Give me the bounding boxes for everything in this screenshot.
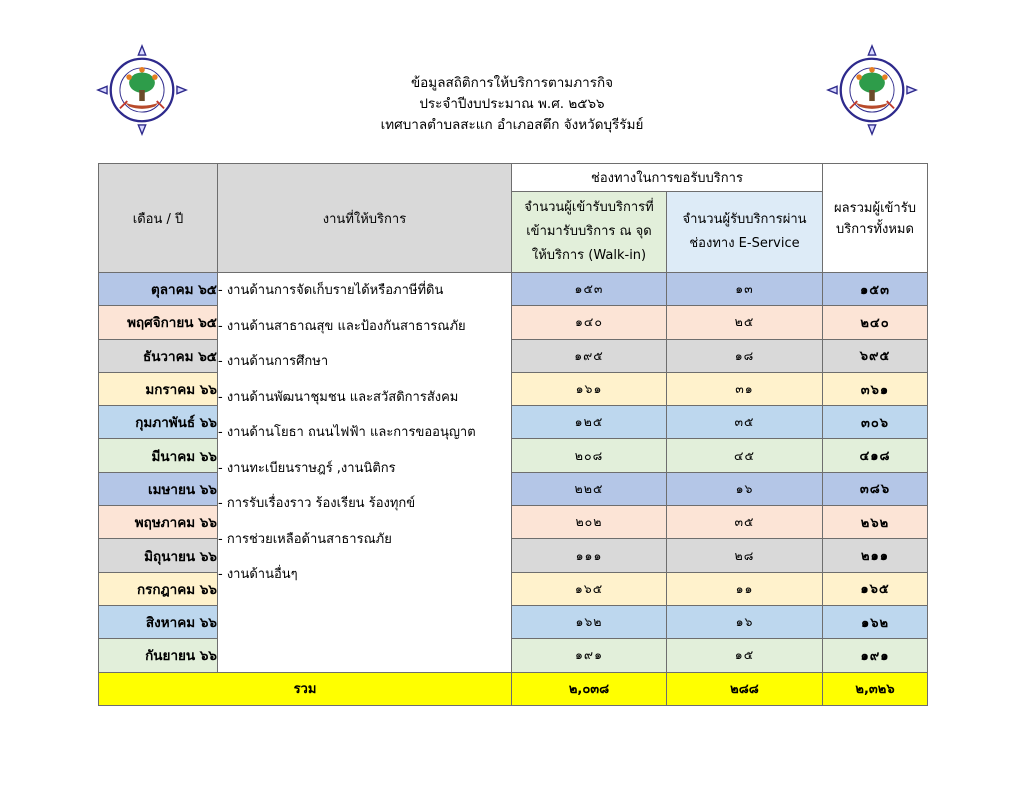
- eservice-cell: ๑๑: [667, 572, 823, 605]
- organization-name: เทศบาลตำบลสะแก อำเภอสตึก จังหวัดบุรีรัมย์: [380, 117, 644, 133]
- report-header: [260, 73, 764, 136]
- month-cell: มกราคม ๖๖: [99, 372, 218, 405]
- service-item: - งานด้านพัฒนาชุมชน และสวัสดิการสังคม: [218, 389, 459, 405]
- sum-walkin: ๒,๐๓๘: [512, 672, 667, 705]
- municipality-logo-right: [826, 44, 918, 136]
- eservice-cell: ๑๖: [667, 605, 823, 638]
- total-cell: ๓๖๑: [823, 372, 928, 405]
- total-cell: ๒๔๐: [823, 306, 928, 339]
- walkin-cell: ๑๙๑: [512, 639, 667, 672]
- total-cell: ๑๕๓: [823, 273, 928, 306]
- fiscal-year: ประจำปีงบประมาณ พ.ศ. ๒๕๖๖: [419, 96, 605, 112]
- eservice-cell: ๑๖: [667, 472, 823, 505]
- total-cell: ๓๐๖: [823, 406, 928, 439]
- header-eservice-line2: ช่องทาง E-Service: [689, 236, 800, 251]
- header-walkin-line1: จำนวนผู้เข้ารับบริการที่: [524, 200, 654, 215]
- month-cell: สิงหาคม ๖๖: [99, 605, 218, 638]
- month-cell: กุมภาพันธ์ ๖๖: [99, 406, 218, 439]
- service-item: - การรับเรื่องราว ร้องเรียน ร้องทุกข์: [218, 496, 416, 511]
- walkin-cell: ๑๖๑: [512, 372, 667, 405]
- eservice-cell: ๒๘: [667, 539, 823, 572]
- header-total-line1: ผลรวมผู้เข้ารับ: [834, 201, 916, 216]
- walkin-cell: ๑๖๕: [512, 572, 667, 605]
- total-cell: ๔๑๘: [823, 439, 928, 472]
- service-item: - งานด้านอื่นๆ: [218, 567, 298, 582]
- header-service: งานที่ให้บริการ: [218, 164, 512, 273]
- municipality-logo-left: [96, 44, 188, 136]
- header-walkin: [512, 192, 667, 273]
- walkin-cell: ๑๕๓: [512, 273, 667, 306]
- table-row: [99, 273, 928, 306]
- header-eservice-line1: จำนวนผู้รับบริการผ่าน: [682, 212, 807, 227]
- service-item: - การช่วยเหลือด้านสาธารณภัย: [218, 531, 392, 547]
- month-cell: ธันวาคม ๖๕: [99, 339, 218, 372]
- walkin-cell: ๑๙๕: [512, 339, 667, 372]
- month-cell: กันยายน ๖๖: [99, 639, 218, 672]
- header-eservice: [667, 192, 823, 273]
- month-cell: เมษายน ๖๖: [99, 472, 218, 505]
- total-cell: ๑๖๒: [823, 605, 928, 638]
- walkin-cell: ๑๖๒: [512, 605, 667, 638]
- header-walkin-line2: เข้ามารับบริการ ณ จุด: [526, 224, 652, 239]
- report-title: ข้อมูลสถิติการให้บริการตามภารกิจ: [410, 75, 614, 91]
- sum-label: รวม: [99, 672, 512, 705]
- total-cell: ๓๘๖: [823, 472, 928, 505]
- eservice-cell: ๑๓: [667, 273, 823, 306]
- month-cell: กรกฎาคม ๖๖: [99, 572, 218, 605]
- service-item: - งานด้านการศึกษา: [218, 354, 329, 369]
- eservice-cell: ๒๕: [667, 306, 823, 339]
- service-item: - งานด้านสาธาณสุข และป้องกันสาธารณภัย: [218, 318, 466, 334]
- eservice-cell: ๓๕: [667, 406, 823, 439]
- eservice-cell: ๔๕: [667, 439, 823, 472]
- services-cell: [218, 273, 512, 673]
- month-cell: มิถุนายน ๖๖: [99, 539, 218, 572]
- sum-eservice: ๒๘๘: [667, 672, 823, 705]
- service-item: - งานทะเบียนราษฎร์ ,งานนิติกร: [218, 460, 396, 476]
- walkin-cell: ๒๐๒: [512, 506, 667, 539]
- header-walkin-line3: ให้บริการ (Walk-in): [531, 248, 647, 263]
- service-item: - งานด้านการจัดเก็บรายได้หรือภาษีที่ดิน: [218, 283, 444, 298]
- month-cell: ตุลาคม ๖๕: [99, 273, 218, 306]
- total-cell: ๑๖๕: [823, 572, 928, 605]
- total-cell: ๒๖๒: [823, 506, 928, 539]
- walkin-cell: ๒๐๘: [512, 439, 667, 472]
- eservice-cell: ๓๑: [667, 372, 823, 405]
- month-cell: พฤศจิกายน ๖๕: [99, 306, 218, 339]
- sum-row: [99, 672, 928, 705]
- month-cell: มีนาคม ๖๖: [99, 439, 218, 472]
- walkin-cell: ๑๔๐: [512, 306, 667, 339]
- total-cell: ๒๑๑: [823, 539, 928, 572]
- header-month: เดือน / ปี: [99, 164, 218, 273]
- total-cell: ๑๙๑: [823, 639, 928, 672]
- header-channels: ช่องทางในการขอรับบริการ: [512, 164, 823, 192]
- sum-total: ๒,๓๒๖: [823, 672, 928, 705]
- eservice-cell: ๑๘: [667, 339, 823, 372]
- walkin-cell: ๑๑๑: [512, 539, 667, 572]
- service-statistics-table: [98, 163, 928, 706]
- total-cell: ๖๙๕: [823, 339, 928, 372]
- walkin-cell: ๒๒๕: [512, 472, 667, 505]
- header-total-line2: บริการทั้งหมด: [836, 222, 914, 237]
- header-total: [823, 164, 928, 273]
- service-item: - งานด้านโยธา ถนนไฟฟ้า และการขออนุญาต: [218, 425, 476, 440]
- eservice-cell: ๑๕: [667, 639, 823, 672]
- month-cell: พฤษภาคม ๖๖: [99, 506, 218, 539]
- eservice-cell: ๓๕: [667, 506, 823, 539]
- walkin-cell: ๑๒๕: [512, 406, 667, 439]
